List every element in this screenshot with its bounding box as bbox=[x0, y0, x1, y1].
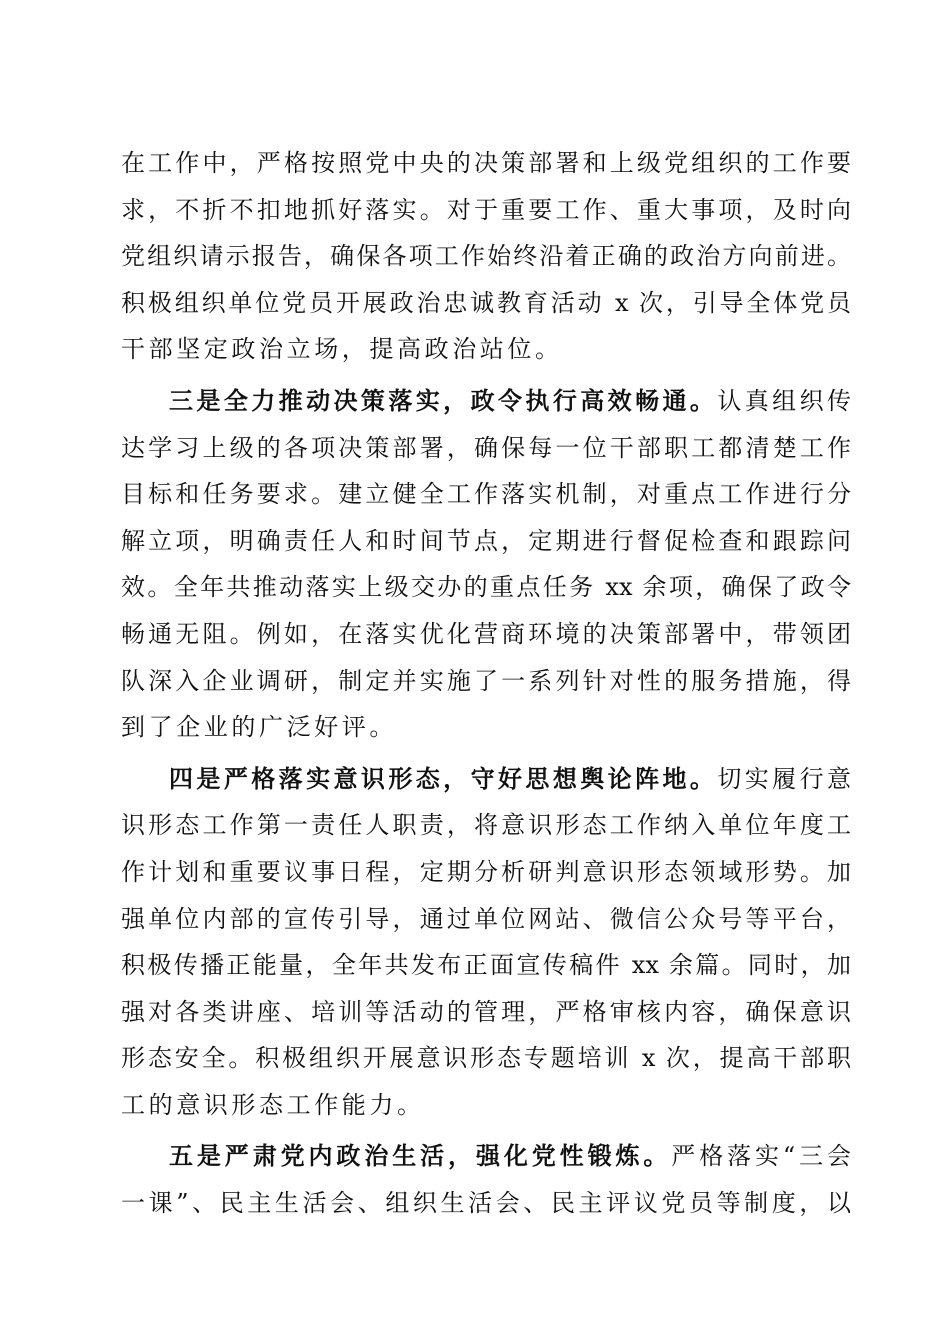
text-line: 强对各类讲座、培训等活动的管理，严格审核内容，确保意识 bbox=[121, 997, 851, 1026]
text-line bbox=[121, 756, 851, 803]
paragraph-heading: 五是严肃党内政治生活，强化党性锻炼。 bbox=[169, 1141, 672, 1171]
paragraph-3 bbox=[121, 756, 851, 1129]
text-line: 达学习上级的各项决策部署，确保每一位干部职工都清楚工作 bbox=[121, 433, 851, 462]
text-line bbox=[121, 378, 851, 425]
text-line: 强单位内部的宣传引导，通过单位网站、微信公众号等平台， bbox=[121, 904, 851, 933]
document-body bbox=[121, 140, 851, 1227]
text-line: 形态安全。积极组织开展意识形态专题培训 x 次，提高干部职 bbox=[121, 1044, 851, 1073]
text-line: 干部坚定政治立场，提高政治站位。 bbox=[121, 335, 563, 364]
text-run: 切实履行意 bbox=[717, 764, 852, 793]
text-line: 到了企业的广泛好评。 bbox=[121, 713, 397, 742]
text-line: 一课”、民主生活会、组织生活会、民主评议党员等制度，以 bbox=[121, 1189, 851, 1218]
text-line: 积极传播正能量，全年共发布正面宣传稿件 xx 余篇。同时，加 bbox=[121, 951, 851, 980]
text-line: 识形态工作第一责任人职责，将意识形态工作纳入单位年度工 bbox=[121, 811, 851, 840]
text-line: 效。全年共推动落实上级交办的重点任务 xx 余项，确保了政令 bbox=[121, 573, 851, 602]
text-run: 严格落实“三会 bbox=[671, 1142, 851, 1171]
paragraph-heading: 三是全力推动决策落实，政令执行高效畅通。 bbox=[169, 385, 718, 415]
text-line: 工的意识形态工作能力。 bbox=[121, 1090, 425, 1119]
text-line: 队深入企业调研，制定并实施了一系列针对性的服务措施，得 bbox=[121, 666, 851, 695]
text-line: 积极组织单位党员开展政治忠诚教育活动 x 次，引导全体党员 bbox=[121, 288, 851, 317]
paragraph-4 bbox=[121, 1133, 851, 1226]
text-line: 党组织请示报告，确保各项工作始终沿着正确的政治方向前进。 bbox=[121, 242, 851, 271]
paragraph-2 bbox=[121, 378, 851, 751]
text-line bbox=[121, 1133, 851, 1180]
paragraph-heading: 四是严格落实意识形态，守好思想舆论阵地。 bbox=[169, 763, 718, 793]
text-line: 畅通无阻。例如，在落实优化营商环境的决策部署中，带领团 bbox=[121, 619, 851, 648]
text-line: 在工作中，严格按照党中央的决策部署和上级党组织的工作要 bbox=[121, 149, 851, 177]
text-line: 作计划和重要议事日程，定期分析研判意识形态领域形势。加 bbox=[121, 857, 851, 886]
text-run: 认真组织传 bbox=[717, 386, 852, 415]
text-line: 目标和任务要求。建立健全工作落实机制，对重点工作进行分 bbox=[121, 480, 851, 509]
paragraph-1 bbox=[121, 140, 851, 373]
text-line: 求，不折不扣地抓好落实。对于重要工作、重大事项，及时向 bbox=[121, 195, 851, 224]
text-line: 解立项，明确责任人和时间节点，定期进行督促检查和跟踪问 bbox=[121, 526, 851, 555]
